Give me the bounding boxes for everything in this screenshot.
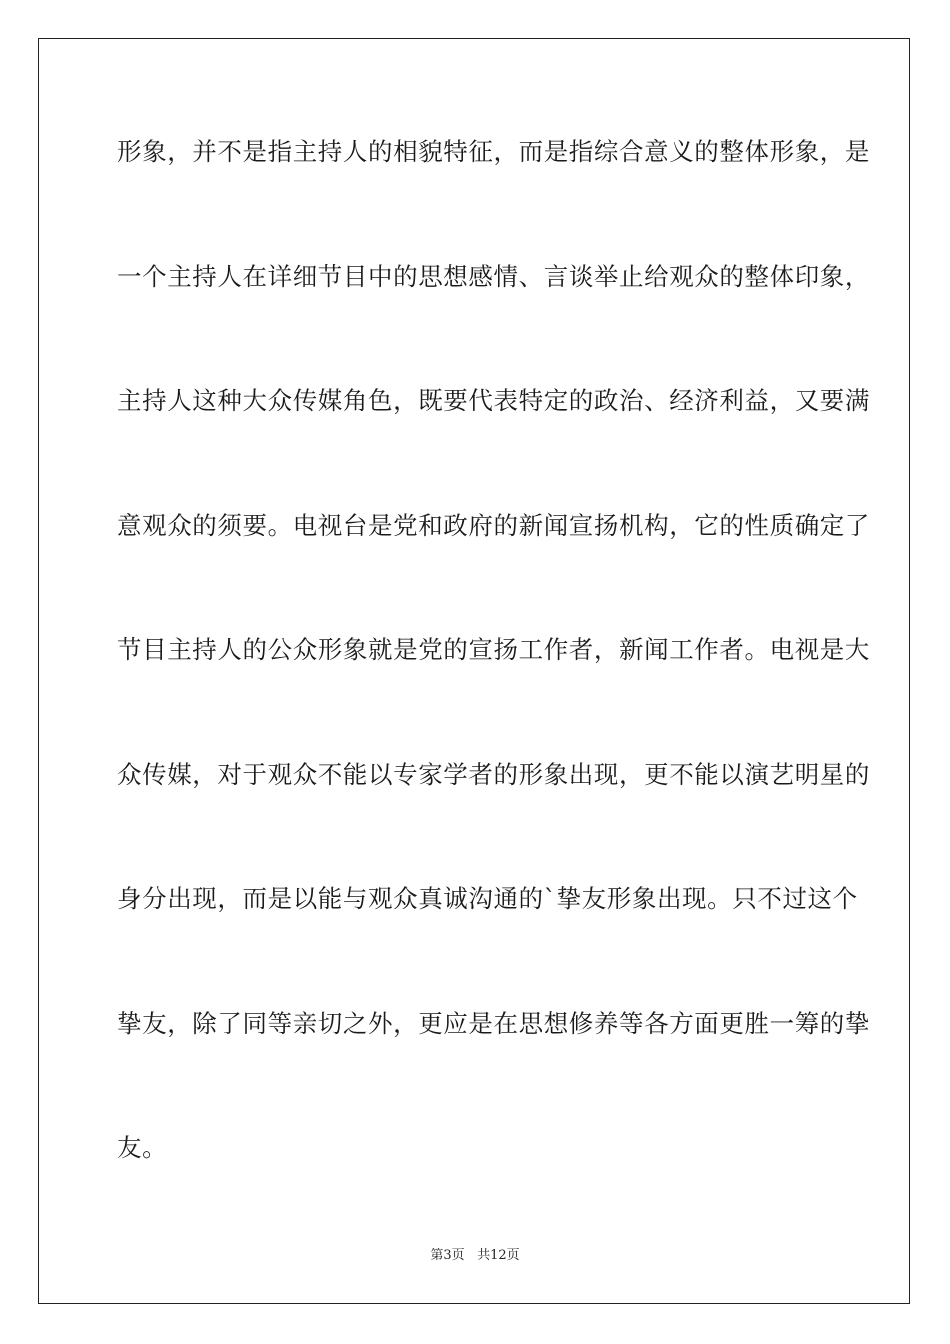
paragraph-line: 一个主持人在详细节目中的思想感情、言谈举止给观众的整体印象， <box>117 261 870 291</box>
page-number: 第3页 <box>430 1248 465 1263</box>
paragraph-line: 众传媒，对于观众不能以专家学者的形象出现，更不能以演艺明星的 <box>117 759 870 789</box>
paragraph-line-last: 友。 <box>117 1133 168 1162</box>
paragraph-line: 挚友，除了同等亲切之外，更应是在思想修养等各方面更胜一筹的挚 <box>117 1008 870 1038</box>
paragraph-line: 形象，并不是指主持人的相貌特征，而是指综合意义的整体形象，是 <box>117 137 870 166</box>
page-total: 共12页 <box>477 1248 520 1263</box>
paragraph-line: 主持人这种大众传媒角色，既要代表特定的政治、经济利益，又要满 <box>117 386 870 415</box>
paragraph-line: 身分出现，而是以能与观众真诚沟通的`挚友形象出现。只不过这个 <box>117 884 858 913</box>
page-footer <box>0 1244 950 1263</box>
paragraph-line: 意观众的须要。电视台是党和政府的新闻宣扬机构，它的性质确定了 <box>117 510 870 540</box>
paragraph-line: 节目主持人的公众形象就是党的宣扬工作者，新闻工作者。电视是大 <box>117 635 870 664</box>
document-body <box>117 129 870 1250</box>
footer-gap <box>465 1248 477 1263</box>
